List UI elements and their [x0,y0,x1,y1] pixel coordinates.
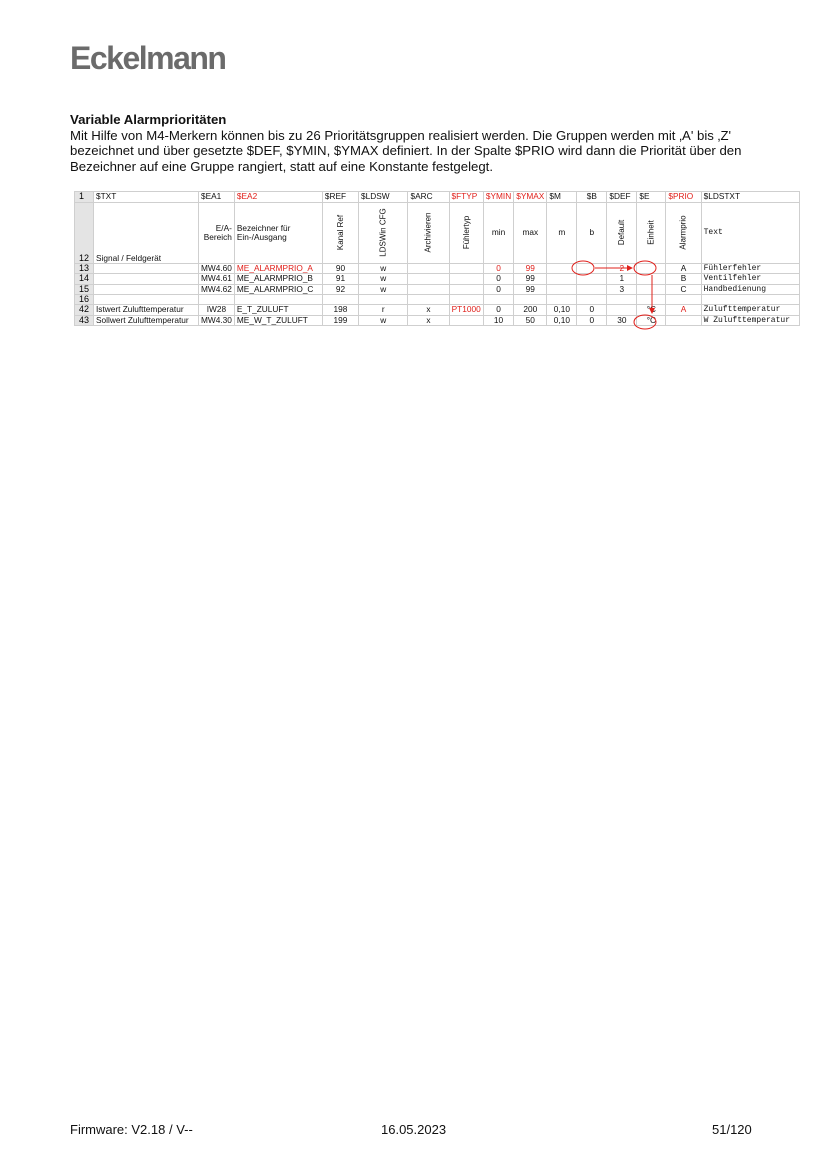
ymin-cell: 0 [483,305,513,316]
header-cell: $LDSTXT [701,192,799,203]
subheader-cell: Text [701,202,799,263]
footer-page-number: 51/120 [712,1122,752,1137]
m-cell [547,263,577,274]
m-cell [547,284,577,295]
ea2-cell: ME_W_T_ZULUFT [234,315,322,326]
subheader-cell: max [514,202,547,263]
ymax-cell: 99 [514,284,547,295]
ldsw-cell: r [359,305,408,316]
ftyp-cell [449,315,483,326]
arc-cell [408,274,449,285]
ftyp-cell [449,284,483,295]
subheader-cell: Bezeichner für Ein-/Ausgang [234,202,322,263]
m-cell [547,274,577,285]
subheader-cell [449,202,483,263]
subheader-cell [322,202,358,263]
prio-cell [666,315,701,326]
subheader-cell [637,202,666,263]
text-cell: Ventilfehler [701,274,799,285]
ymin-cell: 0 [483,263,513,274]
footer-firmware: Firmware: V2.18 / V-- [70,1122,193,1137]
m-cell: 0,10 [547,305,577,316]
prio-cell: B [666,274,701,285]
ymin-cell: 10 [483,315,513,326]
subheader-text: Fühlertyp [461,215,471,250]
ymin-cell: 0 [483,274,513,285]
ymin-cell [483,295,513,305]
subheader-cell [666,202,701,263]
prio-cell: A [666,305,701,316]
ldsw-cell: w [359,315,408,326]
unit-cell: °C [637,305,666,316]
signal-cell: Sollwert Zulufttemperatur [94,315,199,326]
subheader-cell: E/A-Bereich [199,202,235,263]
unit-cell [637,274,666,285]
header-cell: $LDSW [359,192,408,203]
ea1-cell: MW4.62 [199,284,235,295]
default-cell: 2 [607,263,637,274]
b-cell [577,274,607,285]
section-title: Variable Alarmprioritäten [70,112,227,127]
footer-date: 16.05.2023 [381,1122,447,1137]
ea1-cell: MW4.60 [199,263,235,274]
header-row [75,192,800,203]
prio-cell: A [666,263,701,274]
unit-cell [637,295,666,305]
subheader-cell: m [547,202,577,263]
spreadsheet-excerpt [74,191,800,326]
table-row [75,274,800,285]
header-cell: $YMIN [483,192,513,203]
eckelmann-logo: Eckelmann [70,40,226,76]
ymax-cell: 50 [514,315,547,326]
ftyp-cell [449,263,483,274]
default-cell [607,295,637,305]
header-cell: $M [547,192,577,203]
table-row [75,295,800,305]
arc-cell [408,284,449,295]
unit-cell [637,263,666,274]
subheader-cell [408,202,449,263]
subheader-cell [607,202,637,263]
header-cell: $YMAX [514,192,547,203]
b-cell [577,263,607,274]
arc-cell [408,295,449,305]
ea1-cell: IW28 [199,305,235,316]
row-number: 16 [75,295,94,305]
b-cell [577,284,607,295]
ea1-cell: MW4.61 [199,274,235,285]
b-cell: 0 [577,305,607,316]
text-cell: W Zulufttemperatur [701,315,799,326]
default-cell: 30 [607,315,637,326]
table-row [75,305,800,316]
ymax-cell: 99 [514,274,547,285]
row-number: 14 [75,274,94,285]
text-cell [701,295,799,305]
header-cell: $REF [322,192,358,203]
ea2-cell: ME_ALARMPRIO_C [234,284,322,295]
subheader-cell: min [483,202,513,263]
ldsw-cell: w [359,274,408,285]
subheader-text: Archivieren [423,212,433,253]
subheader-text: Default [617,219,627,246]
header-cell: $E [637,192,666,203]
arc-cell [408,263,449,274]
ref-cell [322,295,358,305]
prio-cell [666,295,701,305]
text-cell: Handbedienung [701,284,799,295]
ea2-cell: E_T_ZULUFT [234,305,322,316]
ymin-cell: 0 [483,284,513,295]
ftyp-cell [449,274,483,285]
row-number: 15 [75,284,94,295]
signal-cell [94,274,199,285]
table-row [75,284,800,295]
signal-cell [94,263,199,274]
subheader-cell: b [577,202,607,263]
subheader-text: LDSWin CFG [378,208,388,257]
default-cell [607,305,637,316]
ea2-cell: ME_ALARMPRIO_B [234,274,322,285]
ymax-cell [514,295,547,305]
header-cell: $B [577,192,607,203]
subheader-text: Kanal Ref [335,214,345,251]
ref-cell: 91 [322,274,358,285]
header-cell: $ARC [408,192,449,203]
ea2-cell [234,295,322,305]
ref-cell: 199 [322,315,358,326]
ea1-cell: MW4.30 [199,315,235,326]
m-cell [547,295,577,305]
text-cell: Zulufttemperatur [701,305,799,316]
signal-cell [94,295,199,305]
ref-cell: 90 [322,263,358,274]
ea1-cell [199,295,235,305]
table-row [75,315,800,326]
alarm-priority-section [70,112,760,174]
prio-cell: C [666,284,701,295]
header-cell: $TXT [94,192,199,203]
text-cell: Fühlerfehler [701,263,799,274]
header-cell: $DEF [607,192,637,203]
row-number: 12 [75,202,94,263]
subheader-text: Alarmprio [678,215,688,250]
header-cell: $EA2 [234,192,322,203]
ftyp-cell [449,295,483,305]
ldsw-cell: w [359,263,408,274]
ftyp-cell: PT1000 [449,305,483,316]
ymax-cell: 200 [514,305,547,316]
unit-cell: °C [637,315,666,326]
row-number: 42 [75,305,94,316]
table-row [75,263,800,274]
subheader-cell [359,202,408,263]
ea2-cell: ME_ALARMPRIO_A [234,263,322,274]
m-cell: 0,10 [547,315,577,326]
b-cell: 0 [577,315,607,326]
row-number: 1 [75,192,94,203]
arc-cell: x [408,315,449,326]
header-cell: $PRIO [666,192,701,203]
row-number: 13 [75,263,94,274]
default-cell: 1 [607,274,637,285]
header-cell: $FTYP [449,192,483,203]
ref-cell: 198 [322,305,358,316]
b-cell [577,295,607,305]
ymax-cell: 99 [514,263,547,274]
arc-cell: x [408,305,449,316]
signal-cell [94,284,199,295]
ref-cell: 92 [322,284,358,295]
signal-cell: Istwert Zulufttemperatur [94,305,199,316]
row-number: 43 [75,315,94,326]
subheader-text: Einheit [646,220,656,245]
subheader-cell: Signal / Feldgerät [94,202,199,263]
default-cell: 3 [607,284,637,295]
header-cell: $EA1 [199,192,235,203]
unit-cell [637,284,666,295]
subheader-row [75,202,800,263]
section-body: Mit Hilfe von M4-Merkern können bis zu 26 Prioritätsgruppen realisiert werden. Die Gruppen werden mit ‚A' bis ‚Z' bezeichnet und über gesetzte $DEF, $YMIN, $YMAX definiert. In der Spalte $PRIO wird dann die Priorität über den Bezeichner auf eine Gruppe rangiert, statt auf eine Konstante festgelegt. [70,127,742,174]
ldsw-cell [359,295,408,305]
ldsw-cell: w [359,284,408,295]
